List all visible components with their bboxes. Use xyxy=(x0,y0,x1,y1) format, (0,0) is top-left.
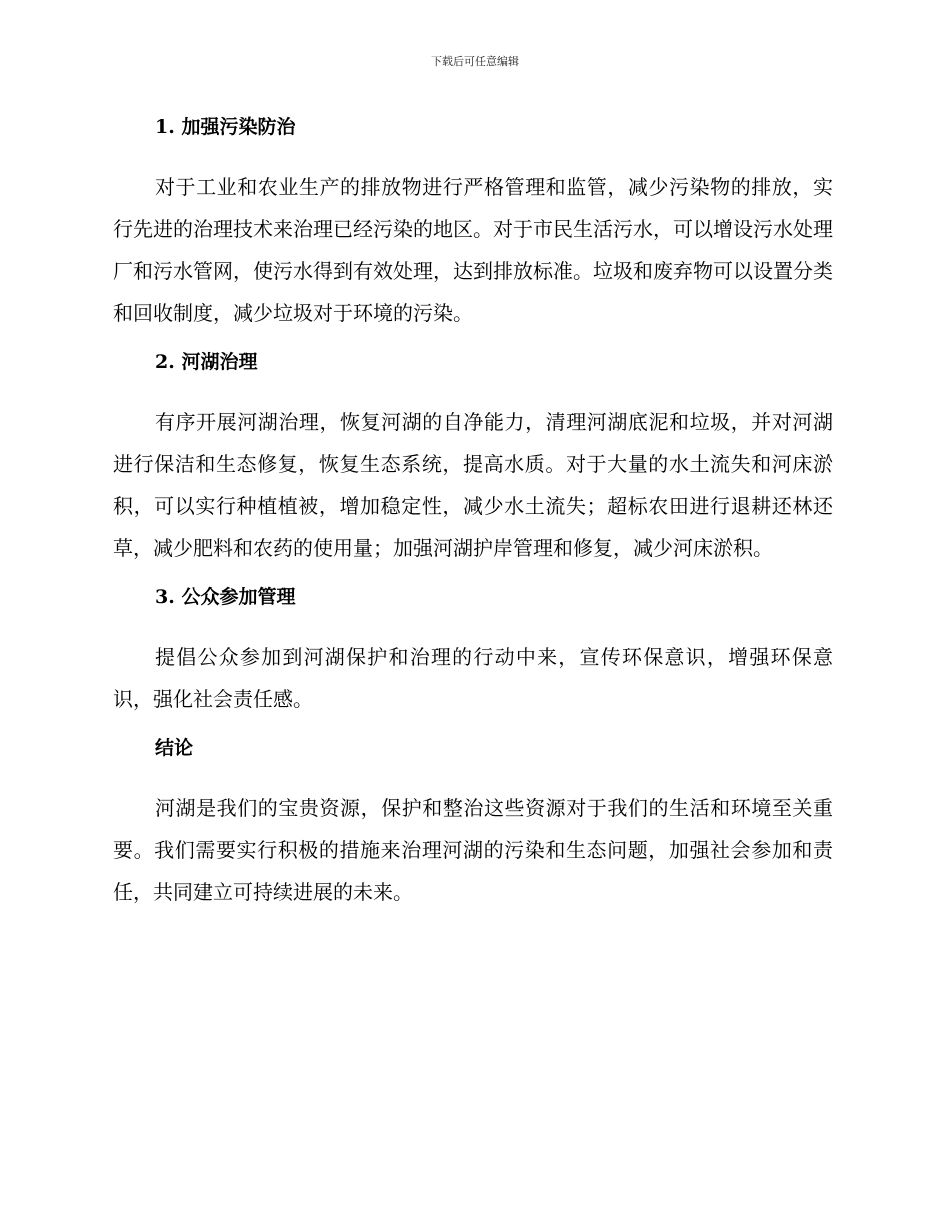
section-heading-pollution-control: 1. 加强污染防治 xyxy=(155,116,296,138)
page-header: 下载后可任意编辑 xyxy=(431,55,519,68)
section-heading-public-participation: 3. 公众参加管理 xyxy=(155,586,296,608)
section-paragraph-river-lake-governance: 有序开展河湖治理，恢复河湖的自净能力，清理河湖底泥和垃圾，并对河湖进行保洁和生态修复，恢复生态系统，提高水质。对于大量的水土流失和河床淤积，可以实行种植植被，增加稳定性，减少水土流失；超标农田进行退耕还林还草，减少肥料和农药的使用量；加强河湖护岸管理和修复，减少河床淤积。 xyxy=(113,410,833,560)
section-paragraph-public-participation: 提倡公众参加到河湖保护和治理的行动中来，宣传环保意识，增强环保意识，强化社会责任感。 xyxy=(113,645,833,711)
section-heading-conclusion: 结论 xyxy=(155,737,194,759)
section-heading-river-lake-governance: 2. 河湖治理 xyxy=(155,351,258,373)
section-paragraph-pollution-control: 对于工业和农业生产的排放物进行严格管理和监管，减少污染物的排放，实行先进的治理技术来治理已经污染的地区。对于市民生活污水，可以增设污水处理厂和污水管网，使污水得到有效处理，达到排放标准。垃圾和废弃物可以设置分类和回收制度，减少垃圾对于环境的污染。 xyxy=(113,175,833,325)
document-body xyxy=(113,112,833,926)
section-paragraph-conclusion: 河湖是我们的宝贵资源，保护和整治这些资源对于我们的生活和环境至关重要。我们需要实行积极的措施来治理河湖的污染和生态问题，加强社会参加和责任，共同建立可持续进展的未来。 xyxy=(113,796,833,904)
